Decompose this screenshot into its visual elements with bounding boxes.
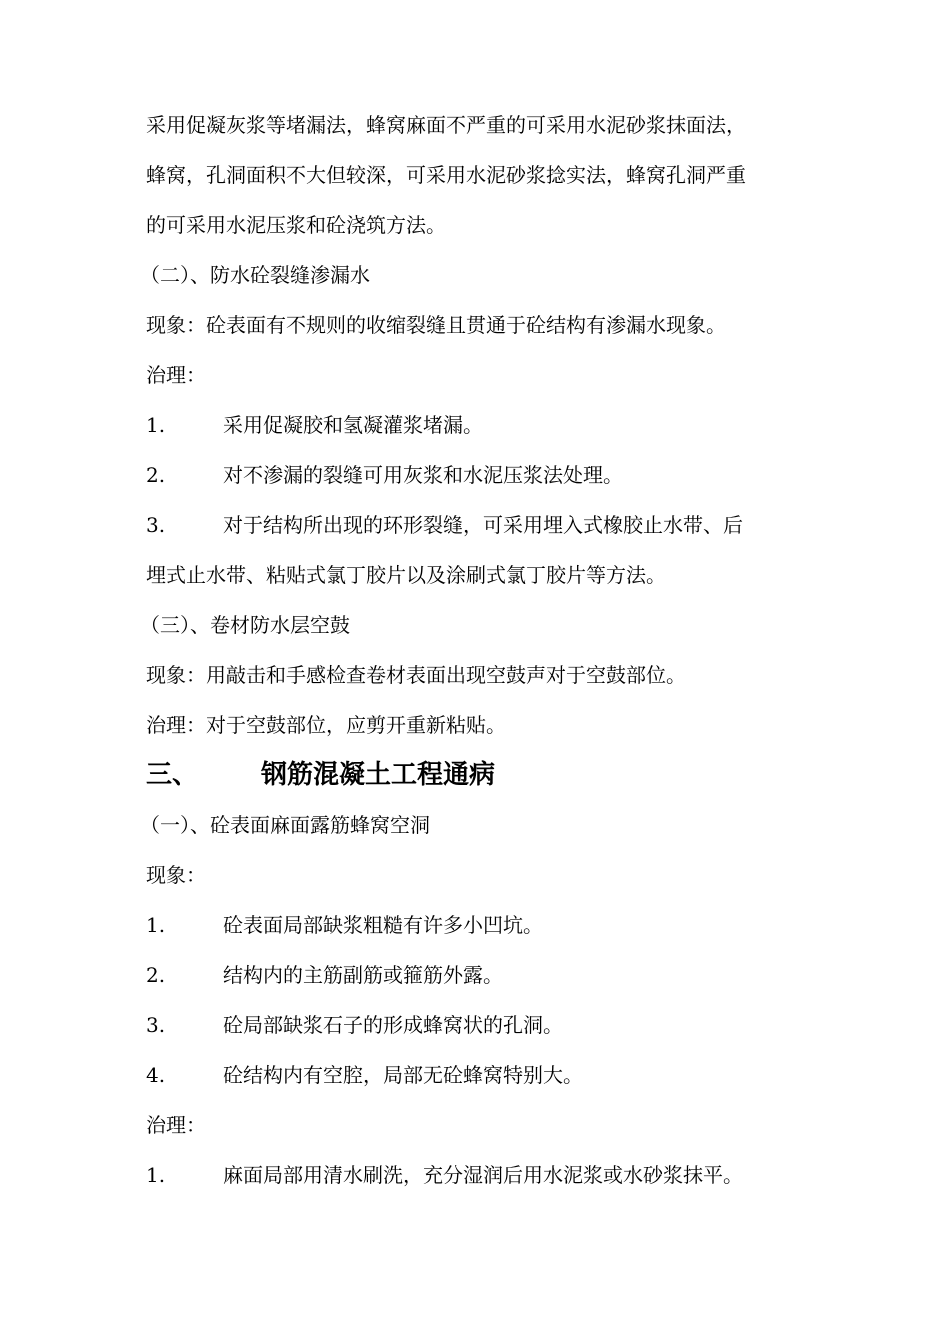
list-item bbox=[146, 1000, 826, 1050]
list-item-number: 1. bbox=[146, 413, 166, 437]
section-heading: （三）、卷材防水层空鼓 bbox=[140, 613, 350, 637]
treatment-label: 治理： bbox=[146, 1113, 206, 1137]
phenomenon-text: 现象：用敲击和手感检查卷材表面出现空鼓声对于空鼓部位。 bbox=[146, 663, 686, 687]
phenomenon-label: 现象： bbox=[146, 863, 206, 887]
list-item-text: 砼结构内有空腔，局部无砼蜂窝特别大。 bbox=[223, 1063, 583, 1087]
section-heading: （二）、防水砼裂缝渗漏水 bbox=[140, 263, 370, 287]
paragraph-line: 蜂窝，孔洞面积不大但较深，可采用水泥砂浆捻实法，蜂窝孔洞严重 bbox=[146, 163, 746, 187]
chapter-number: 三、 bbox=[146, 760, 199, 790]
paragraph-line: 的可采用水泥压浆和砼浇筑方法。 bbox=[146, 213, 446, 237]
list-item-number: 2. bbox=[146, 963, 166, 987]
list-item bbox=[146, 950, 826, 1000]
list-item-number: 3. bbox=[146, 513, 166, 537]
paragraph-line: 采用促凝灰浆等堵漏法，蜂窝麻面不严重的可采用水泥砂浆抹面法， bbox=[146, 113, 746, 137]
chapter-title: 钢筋混凝土工程通病 bbox=[261, 760, 496, 790]
treatment-text: 治理：对于空鼓部位，应剪开重新粘贴。 bbox=[146, 713, 506, 737]
list-item bbox=[146, 1050, 826, 1100]
list-item-text: 麻面局部用清水刷洗，充分湿润后用水泥浆或水砂浆抹平。 bbox=[223, 1163, 743, 1187]
list-item-text: 砼表面局部缺浆粗糙有许多小凹坑。 bbox=[223, 913, 543, 937]
list-item-number: 1. bbox=[146, 913, 166, 937]
section-heading: （一）、砼表面麻面露筋蜂窝空洞 bbox=[140, 813, 430, 837]
list-item bbox=[146, 450, 826, 500]
list-item-text: 结构内的主筋副筋或箍筋外露。 bbox=[223, 963, 503, 987]
list-item bbox=[146, 900, 826, 950]
list-item-number: 4. bbox=[146, 1063, 166, 1087]
treatment-label: 治理： bbox=[146, 363, 206, 387]
document-page bbox=[140, 100, 826, 1200]
list-item bbox=[146, 1150, 826, 1200]
phenomenon-text: 现象：砼表面有不规则的收缩裂缝且贯通于砼结构有渗漏水现象。 bbox=[146, 313, 726, 337]
list-item-text: 砼局部缺浆石子的形成蜂窝状的孔洞。 bbox=[223, 1013, 563, 1037]
list-item bbox=[146, 400, 826, 450]
list-item-text: 对不渗漏的裂缝可用灰浆和水泥压浆法处理。 bbox=[223, 463, 623, 487]
list-item-text: 对于结构所出现的环形裂缝，可采用埋入式橡胶止水带、后 bbox=[223, 513, 743, 537]
list-item-continuation: 埋式止水带、粘贴式氯丁胶片以及涂刷式氯丁胶片等方法。 bbox=[146, 563, 666, 587]
list-item-number: 1. bbox=[146, 1163, 166, 1187]
chapter-heading bbox=[146, 750, 826, 800]
list-item bbox=[146, 500, 826, 550]
list-item-number: 3. bbox=[146, 1013, 166, 1037]
list-item-number: 2. bbox=[146, 463, 166, 487]
list-item-text: 采用促凝胶和氢凝灌浆堵漏。 bbox=[223, 413, 483, 437]
